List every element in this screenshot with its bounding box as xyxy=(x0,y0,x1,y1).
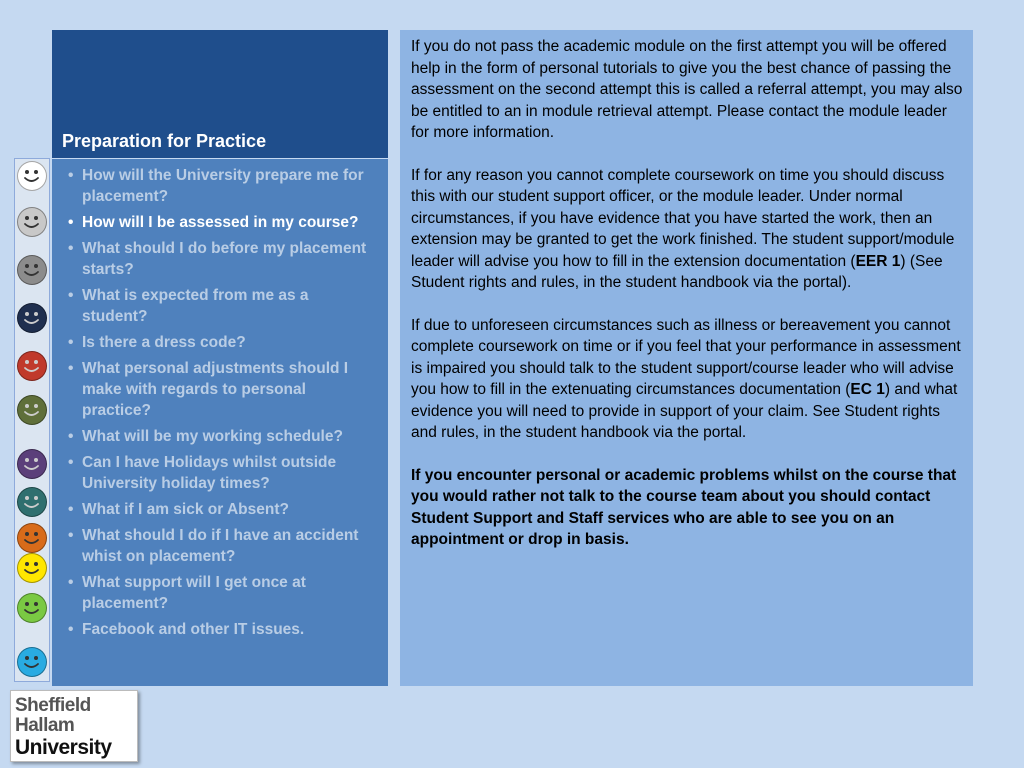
nav-item-2[interactable]: • How will I be assessed in my course? xyxy=(62,212,378,233)
smiley-nav-strip xyxy=(14,158,50,682)
smiley-light-gray-icon[interactable] xyxy=(17,207,47,237)
extenuating-paragraph: If due to unforeseen circumstances such as illness or bereavement you cannot complete coursework on time or if you feel that your performance in assessment is impaired you should talk to the student support/course leader who will advise you how to fill in the extenuating circumstances documentation (EC 1) and what evidence you will need to provide in support of your claim. See Student rights and rules, in the student handbook via the portal. xyxy=(411,316,961,441)
smiley-white-icon[interactable] xyxy=(17,161,47,191)
referral-paragraph: If you do not pass the academic module on the first attempt you will be offered help in the form of personal tutorials to give you the best chance of passing the assessment on the second attempt this is called a referral attempt, you may also be entitled to an in module retrieval attempt. Please contact the module leader for more information. xyxy=(411,38,963,141)
nav-item-7[interactable]: • What will be my working schedule? xyxy=(62,426,378,447)
nav-item-12[interactable]: • Facebook and other IT issues. xyxy=(62,619,378,640)
nav-item-8[interactable]: • Can I have Holidays whilst outside University holiday times? xyxy=(62,452,378,494)
question-list xyxy=(62,165,378,640)
section-header xyxy=(52,30,388,158)
content-panel xyxy=(400,30,973,686)
smiley-navy-icon[interactable] xyxy=(17,303,47,333)
smiley-red-icon[interactable] xyxy=(17,351,47,381)
page-title: Preparation for Practice xyxy=(62,131,267,151)
nav-item-1[interactable]: • How will the University prepare me for placement? xyxy=(62,165,378,207)
smiley-gray-icon[interactable] xyxy=(17,255,47,285)
smiley-olive-icon[interactable] xyxy=(17,395,47,425)
smiley-teal-icon[interactable] xyxy=(17,487,47,517)
question-nav-panel xyxy=(52,159,388,686)
smiley-purple-icon[interactable] xyxy=(17,449,47,479)
university-logo xyxy=(10,690,138,762)
logo-line-2: Hallam xyxy=(15,715,75,736)
logo-line-3: University xyxy=(15,736,112,759)
support-paragraph: If you encounter personal or academic problems whilst on the course that you would rather not talk to the course team about you should contact Student Support and Staff services who are able to see you on an appointment or drop in basis. xyxy=(411,466,957,548)
nav-item-5[interactable]: • Is there a dress code? xyxy=(62,332,378,353)
nav-item-6[interactable]: • What personal adjustments should I make with regards to personal practice? xyxy=(62,358,378,421)
nav-item-4[interactable]: • What is expected from me as a student? xyxy=(62,285,378,327)
ec-form-code: EC 1 xyxy=(850,381,885,398)
eer-form-code: EER 1 xyxy=(855,252,901,270)
smiley-green-icon[interactable] xyxy=(17,593,47,623)
smiley-orange-icon[interactable] xyxy=(17,523,47,553)
nav-item-11[interactable]: • What support will I get once at placement? xyxy=(62,572,378,614)
smiley-blue-icon[interactable] xyxy=(17,647,47,677)
smiley-yellow-icon[interactable] xyxy=(17,553,47,583)
logo-line-1: Sheffield xyxy=(15,695,91,716)
nav-item-3[interactable]: • What should I do before my placement starts? xyxy=(62,238,378,280)
nav-item-10[interactable]: • What should I do if I have an accident whist on placement? xyxy=(62,525,378,567)
nav-item-9[interactable]: • What if I am sick or Absent? xyxy=(62,499,378,520)
extension-paragraph: If for any reason you cannot complete coursework on time you should discuss this with our student support officer, or the module leader. Under normal circumstances, if you have evidence that you have started the work, then an extension may be granted to get the work finished. The student support/module leader will advise you how to fill in the extension documentation (EER 1) (See Student rights and rules, in the student handbook via the portal). xyxy=(411,166,955,291)
